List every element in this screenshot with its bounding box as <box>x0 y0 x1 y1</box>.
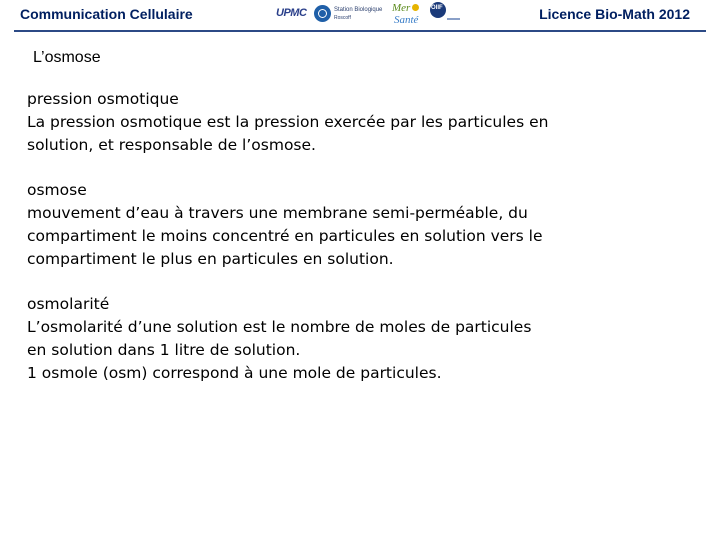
definition-heading: pression osmotique <box>27 90 179 108</box>
definition-line: compartiment le moins concentré en particules en solution vers le <box>27 227 543 245</box>
definition-osmose <box>27 179 707 271</box>
upmc-logo: UPMC <box>276 7 307 19</box>
definition-osmolarite <box>27 293 707 385</box>
station-biologique-logo <box>314 3 390 27</box>
mer-sante-logo-line1: Mer <box>392 2 411 14</box>
oiif-emblem-icon <box>430 2 446 18</box>
definition-line: L’osmolarité d’une solution est le nombre de moles de particules <box>27 318 532 336</box>
definition-heading: osmolarité <box>27 295 110 313</box>
sun-icon <box>412 4 419 11</box>
course-title: Communication Cellulaire <box>20 6 193 22</box>
definition-line: solution, et responsable de l’osmose. <box>27 136 316 154</box>
slide-content <box>27 88 707 407</box>
oiif-underline <box>447 18 460 20</box>
definition-heading: osmose <box>27 181 87 199</box>
definition-pression-osmotique <box>27 88 707 157</box>
station-biologique-logo-line1: Station Biologique <box>334 7 383 13</box>
header-divider <box>14 30 706 32</box>
slide-title: L’osmose <box>33 49 101 66</box>
definition-line: La pression osmotique est la pression exercée par les particules en <box>27 113 549 131</box>
station-biologique-logo-line2: Roscoff <box>334 15 351 21</box>
definition-line: en solution dans 1 litre de solution. <box>27 341 301 359</box>
definition-line: mouvement d’eau à travers une membrane semi-perméable, du <box>27 204 528 222</box>
mer-sante-logo-line2: Santé <box>394 14 419 26</box>
slide-header <box>0 0 720 32</box>
definition-line: 1 osmole (osm) correspond à une mole de particules. <box>27 364 442 382</box>
oiif-logo <box>430 2 464 28</box>
station-biologique-emblem-icon <box>314 5 331 22</box>
definition-line: compartiment le plus en particules en solution. <box>27 250 394 268</box>
mer-sante-logo <box>390 2 424 28</box>
program-title: Licence Bio-Math 2012 <box>539 6 690 22</box>
oiif-logo-text: OIIF <box>431 5 443 11</box>
